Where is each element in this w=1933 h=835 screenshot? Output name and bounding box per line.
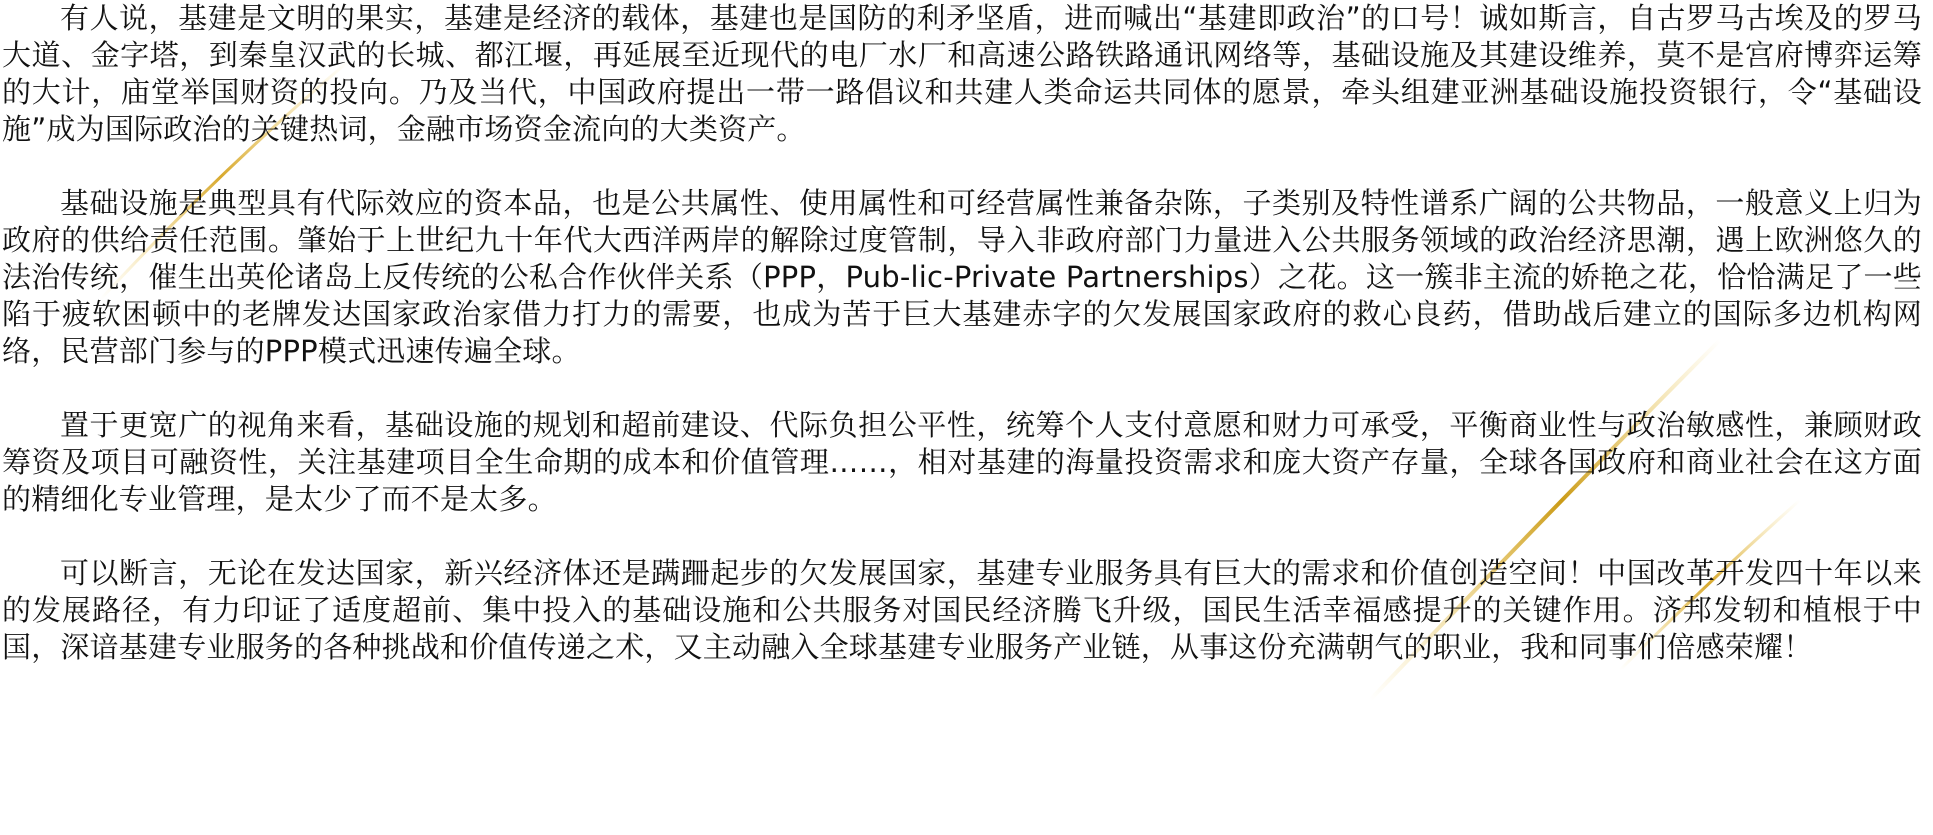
article-body [2,0,1922,666]
paragraph-3: 置于更宽广的视角来看，基础设施的规划和超前建设、代际负担公平性，统筹个人支付意愿和财力可承受，平衡商业性与政治敏感性，兼顾财政筹资及项目可融资性，关注基建项目全生命期的成本和价值管理……，相对基建的海量投资需求和庞大资产存量，全球各国政府和商业社会在这方面的精细化专业管理，是太少了而不是太多。 [2,408,1922,516]
paragraph-1: 有人说，基建是文明的果实，基建是经济的载体，基建也是国防的利矛坚盾，进而喊出“基建即政治”的口号！诚如斯言，自古罗马古埃及的罗马大道、金字塔，到秦皇汉武的长城、都江堰，再延展至近现代的电厂水厂和高速公路铁路通讯网络等，基础设施及其建设维养，莫不是宫府博弈运筹的大计，庙堂举国财资的投向。乃及当代，中国政府提出一带一路倡议和共建人类命运共同体的愿景，牵头组建亚洲基础设施投资银行，令“基础设施”成为国际政治的关键热词，金融市场资金流向的大类资产。 [2,1,1922,146]
paragraph-2: 基础设施是典型具有代际效应的资本品，也是公共属性、使用属性和可经营属性兼备杂陈，子类别及特性谱系广阔的公共物品，一般意义上归为政府的供给责任范围。肇始于上世纪九十年代大西洋两岸的解除过度管制，导入非政府部门力量进入公共服务领域的政治经济思潮，遇上欧洲悠久的法治传统，催生出英伦诸岛上反传统的公私合作伙伴关系（PPP，Pub-lic-Private Partnerships）之花。这一簇非主流的娇艳之花，恰恰满足了一些陷于疲软困顿中的老牌发达国家政治家借力打力的需要，也成为苦于巨大基建赤字的欠发展国家政府的救心良药，借助战后建立的国际多边机构网络，民营部门参与的PPP模式迅速传遍全球。 [2,186,1922,368]
paragraph-4: 可以断言，无论在发达国家，新兴经济体还是蹒跚起步的欠发展国家，基建专业服务具有巨大的需求和价值创造空间！中国改革开发四十年以来的发展路径，有力印证了适度超前、集中投入的基础设施和公共服务对国民经济腾飞升级，国民生活幸福感提升的关键作用。济邦发轫和植根于中国，深谙基建专业服务的各种挑战和价值传递之术，又主动融入全球基建专业服务产业链，从事这份充满朝气的职业，我和同事们倍感荣耀！ [2,556,1922,664]
